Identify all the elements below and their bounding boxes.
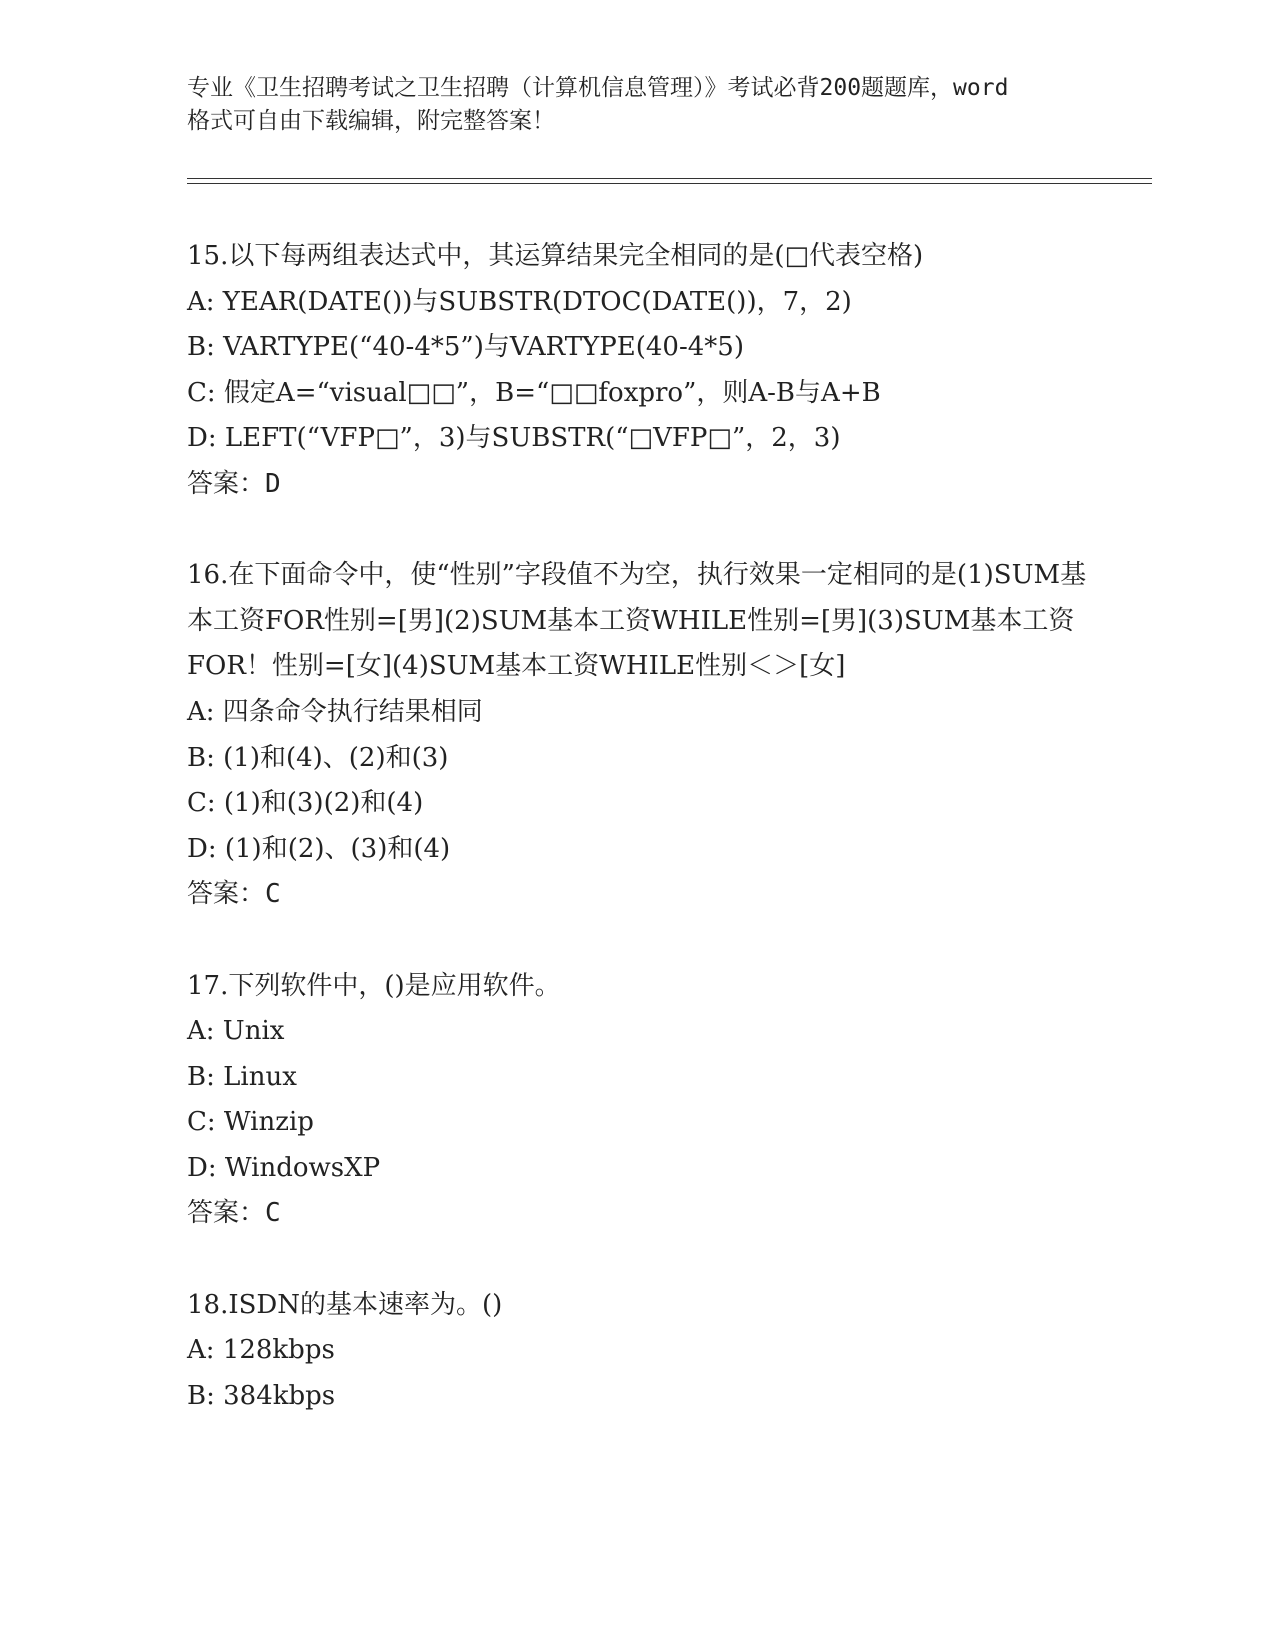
option-b: B: (1)和(4)、(2)和(3) bbox=[187, 742, 449, 773]
option-d: D: WindowsXP bbox=[187, 1152, 381, 1183]
question-16 bbox=[187, 553, 1087, 918]
option-b: B: Linux bbox=[187, 1061, 297, 1092]
document-header bbox=[187, 72, 1087, 138]
option-a: A: 四条命令执行结果相同 bbox=[187, 696, 483, 727]
question-stem: 16.在下面命令中，使“性别”字段值不为空，执行效果一定相同的是(1)SUM基本工资FOR性别=[男](2)SUM基本工资WHILE性别=[男](3)SUM基本工资FOR！性别=[女](4)SUM基本工资WHILE性别＜＞[女] bbox=[187, 560, 1087, 682]
question-15 bbox=[187, 234, 1087, 508]
option-c: C: (1)和(3)(2)和(4) bbox=[187, 788, 424, 819]
option-c: C: 假定A=“visual□□”，B=“□□foxpro”，则A-B与A+B bbox=[187, 377, 881, 408]
answer-line: 答案：C bbox=[187, 879, 281, 910]
option-a: A: YEAR(DATE())与SUBSTR(DTOC(DATE())，7，2) bbox=[187, 286, 852, 317]
option-c: C: Winzip bbox=[187, 1107, 314, 1138]
option-b: B: VARTYPE(“40-4*5”)与VARTYPE(40-4*5) bbox=[187, 332, 744, 363]
question-list bbox=[187, 234, 1087, 1465]
answer-line: 答案：C bbox=[187, 1198, 281, 1229]
header-divider-bottom bbox=[187, 183, 1152, 184]
option-a: A: 128kbps bbox=[187, 1335, 335, 1366]
answer-line: 答案：D bbox=[187, 468, 281, 499]
option-b: B: 384kbps bbox=[187, 1380, 336, 1411]
question-18 bbox=[187, 1283, 1087, 1420]
question-stem: 18.ISDN的基本速率为。() bbox=[187, 1289, 503, 1320]
option-a: A: Unix bbox=[187, 1016, 285, 1047]
question-17 bbox=[187, 964, 1087, 1238]
header-line-1: 专业《卫生招聘考试之卫生招聘（计算机信息管理）》考试必背200题题库，word bbox=[187, 75, 1009, 101]
option-d: D: (1)和(2)、(3)和(4) bbox=[187, 833, 451, 864]
question-stem: 17.下列软件中，()是应用软件。 bbox=[187, 970, 561, 1001]
question-stem: 15.以下每两组表达式中，其运算结果完全相同的是(□代表空格) bbox=[187, 241, 924, 271]
option-d: D: LEFT(“VFP□”，3)与SUBSTR(“□VFP□”，2，3) bbox=[187, 423, 841, 454]
header-divider-top bbox=[187, 178, 1152, 179]
header-line-2: 格式可自由下载编辑，附完整答案！ bbox=[187, 108, 555, 134]
